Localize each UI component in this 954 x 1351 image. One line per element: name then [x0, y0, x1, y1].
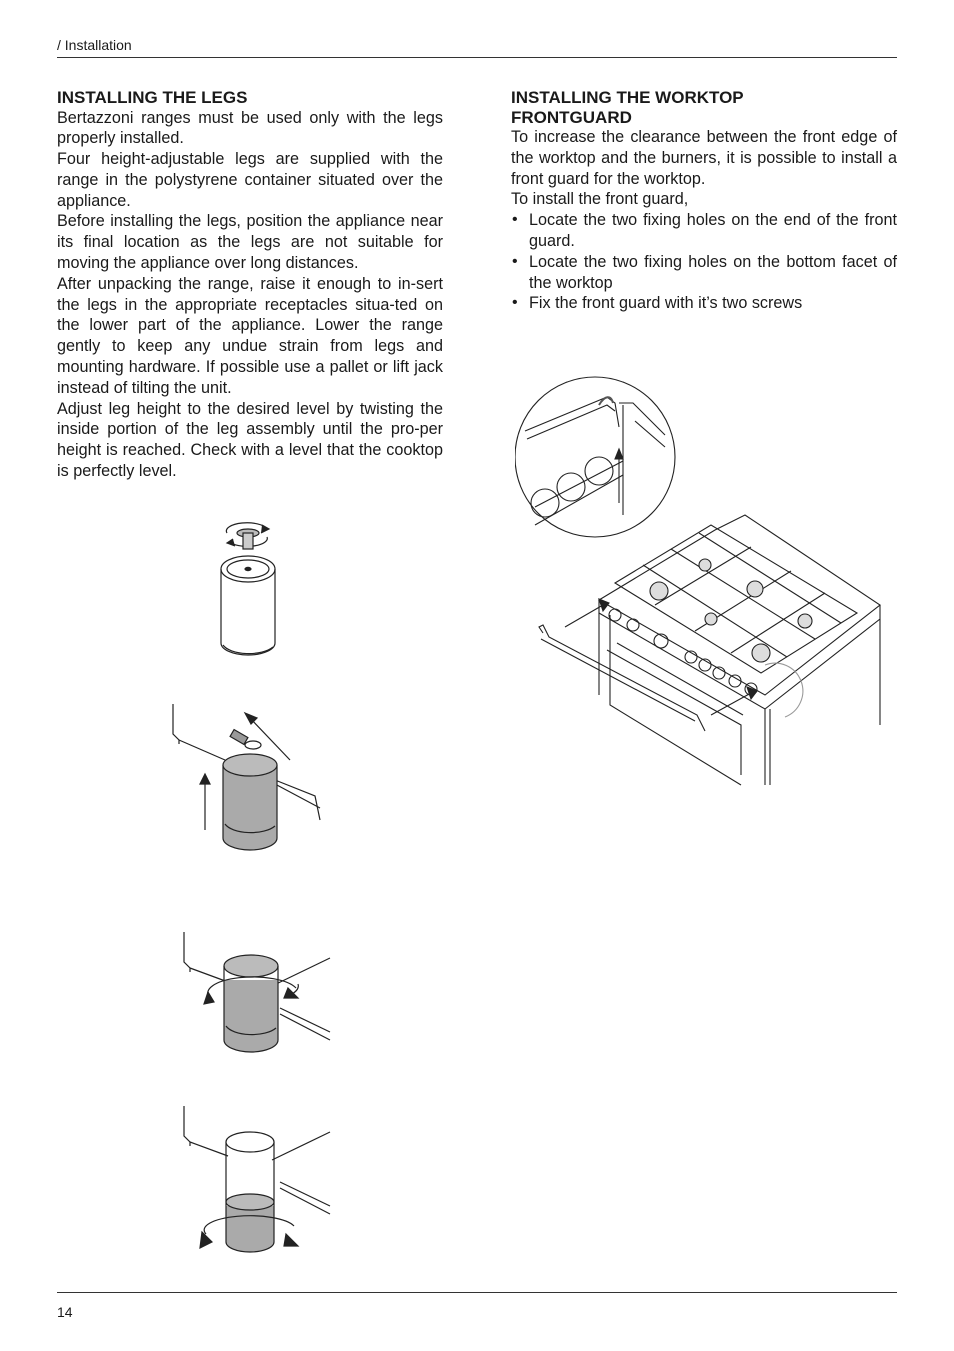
step-item: • Fix the front guard with it’s two screws	[512, 294, 803, 313]
leg-figure-adjust	[180, 1102, 335, 1262]
legs-paragraph-1: Bertazzoni ranges must be used only with the legs properly installed.	[57, 108, 443, 148]
legs-paragraph-4: After unpacking the range, raise it enough to in-sert the legs in the appropriate receptacles situa-ted on the lower part of the appliance. Lower the range gently to keep any undue strain from legs and mounting hardware. If possible use a pallet or lift jack instead of tilting the unit.	[57, 274, 443, 397]
leg-figure-screw	[205, 515, 295, 665]
bullet: •	[512, 294, 518, 312]
step-item: • Locate the two fixing holes on the bottom facet of the worktop	[512, 252, 897, 292]
legs-paragraph-2: Four height-adjustable legs are supplied with the range in the polystyrene container situated over the appliance.	[57, 150, 443, 210]
legs-heading: INSTALLING THE LEGS	[57, 88, 248, 107]
frontguard-lead: To install the front guard,	[511, 190, 689, 209]
frontguard-intro: To increase the clearance between the front edge of the worktop and the burners, it is possible to install a front guard for the worktop.	[511, 128, 897, 188]
legs-paragraph-3: Before installing the legs, position the appliance near its final location as the legs are not suitable for moving the appliance over long distances.	[57, 212, 443, 273]
frontguard-steps	[511, 210, 897, 314]
running-header: / Installation	[57, 37, 132, 53]
leg-figure-insert	[165, 700, 330, 865]
legs-paragraph-5: Adjust leg height to the desired level by twisting the inside portion of the leg assembly until the pro-per height is reached. Check with a level that the cooktop is perfectly level.	[57, 399, 443, 481]
frontguard-figure	[515, 375, 885, 795]
header-rule	[57, 57, 897, 58]
frontguard-heading-line2: FRONTGUARD	[511, 107, 632, 127]
legs-section	[57, 88, 443, 482]
page-number: 14	[57, 1304, 73, 1320]
frontguard-heading	[511, 88, 897, 127]
footer-rule	[57, 1292, 897, 1293]
step-item: • Locate the two fixing holes on the end of the front guard.	[512, 211, 897, 250]
leg-figure-twist	[180, 928, 335, 1063]
frontguard-heading-line1: INSTALLING THE WORKTOP	[511, 88, 744, 107]
bullet: •	[512, 252, 518, 270]
frontguard-section	[511, 88, 897, 314]
bullet: •	[512, 211, 518, 229]
